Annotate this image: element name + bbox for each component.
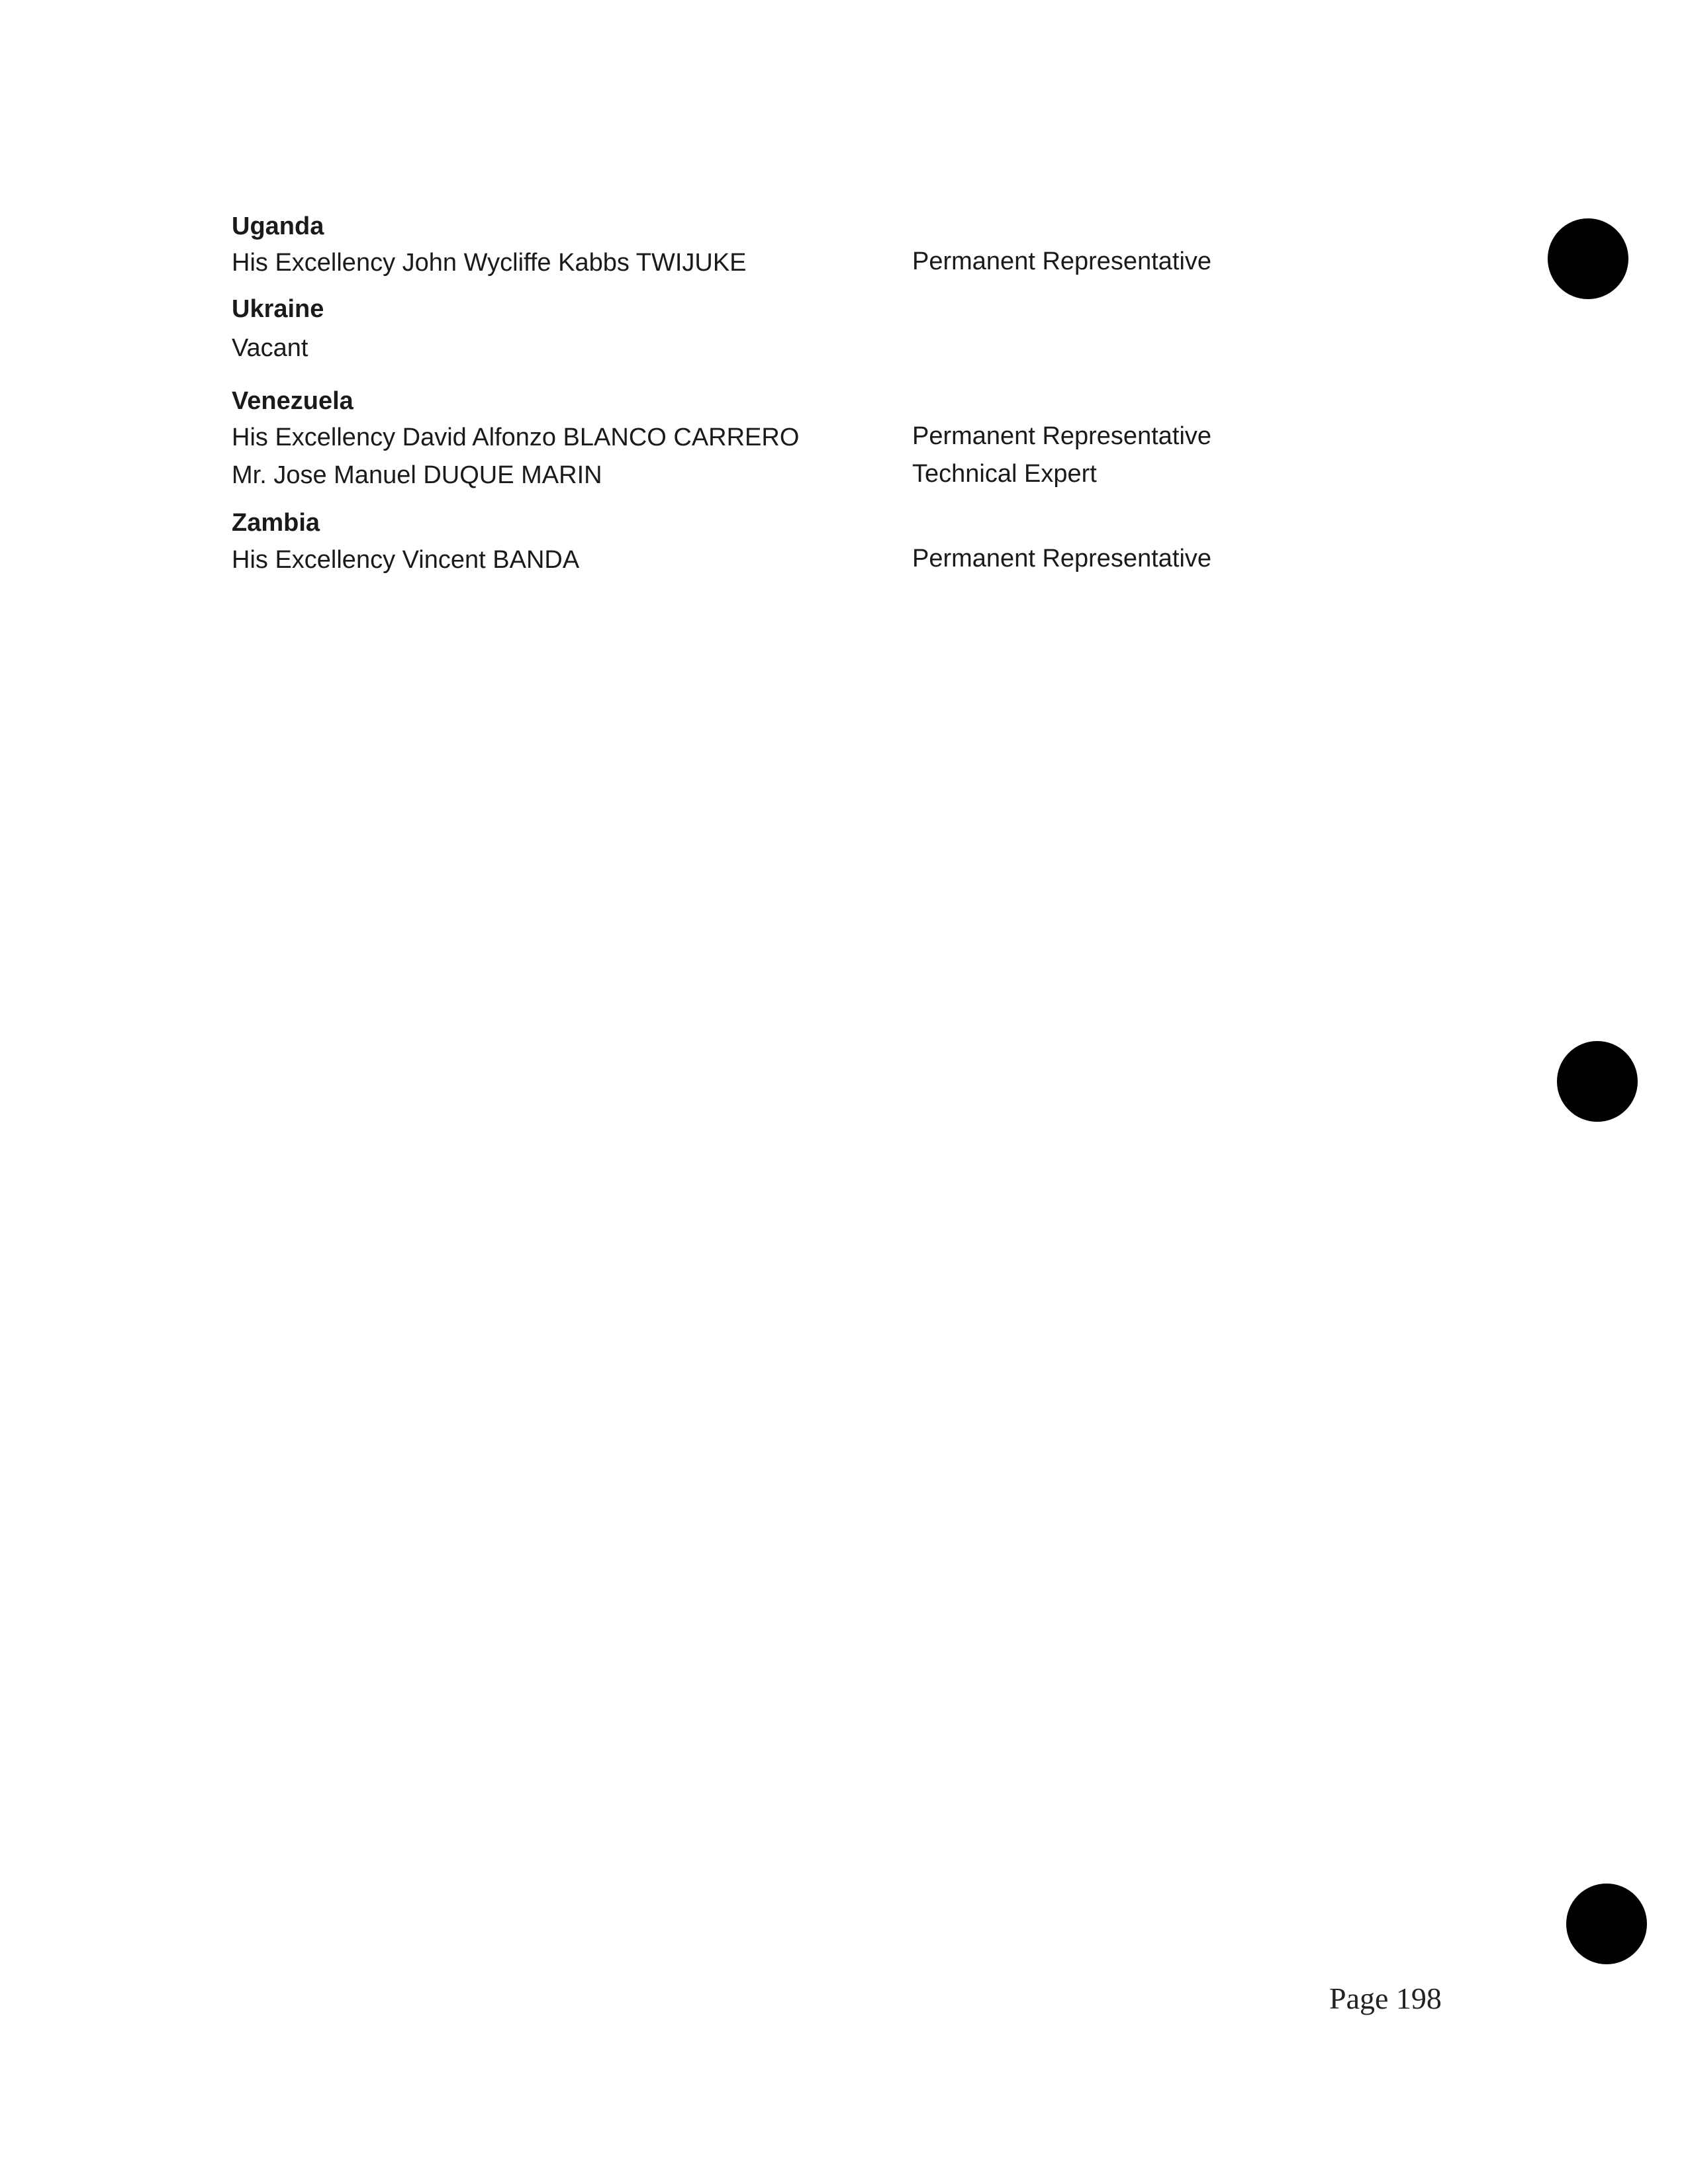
- page-number: Page 198: [1329, 1981, 1442, 2015]
- delegate-name: His Excellency David Alfonzo BLANCO CARRERO: [232, 424, 800, 451]
- punch-hole-top: [1548, 218, 1628, 299]
- punch-hole-middle: [1557, 1041, 1638, 1122]
- country-heading: Uganda: [232, 212, 324, 240]
- delegate-name: His Excellency John Wycliffe Kabbs TWIJUKE: [232, 249, 747, 277]
- country-heading: Zambia: [232, 509, 320, 537]
- country-heading: Venezuela: [232, 387, 353, 415]
- delegate-role: Permanent Representative: [912, 248, 1212, 275]
- country-heading: Ukraine: [232, 295, 324, 323]
- delegate-name: Mr. Jose Manuel DUQUE MARIN: [232, 461, 602, 489]
- delegate-role: Permanent Representative: [912, 422, 1212, 450]
- punch-hole-bottom: [1566, 1884, 1647, 1964]
- delegate-name: His Excellency Vincent BANDA: [232, 546, 580, 574]
- delegate-role: Permanent Representative: [912, 545, 1212, 572]
- delegate-name: Vacant: [232, 334, 308, 362]
- delegate-role: Technical Expert: [912, 460, 1097, 488]
